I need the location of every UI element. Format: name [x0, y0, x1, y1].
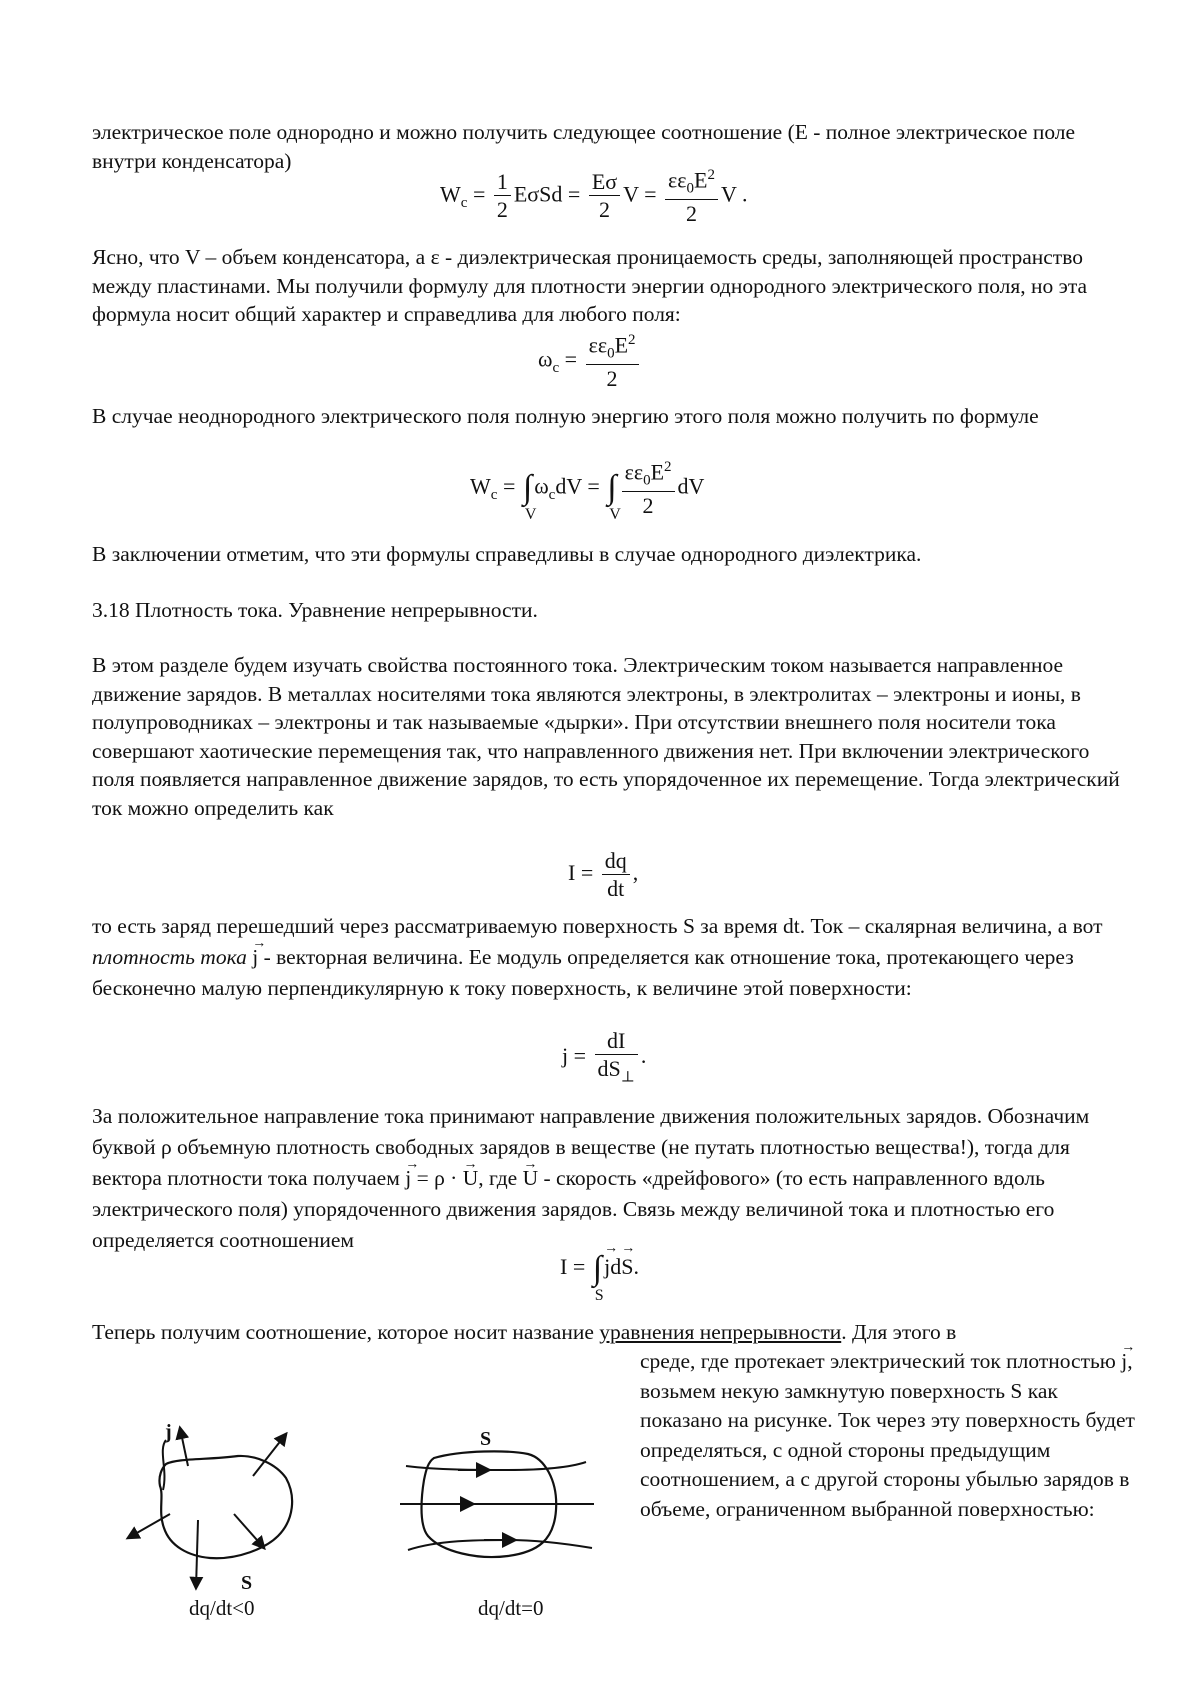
right-caption: dq/dt=0 [478, 1596, 544, 1620]
section-heading: 3.18 Плотность тока. Уравнение непрерывности. [92, 598, 538, 622]
formula-current: I = $\frac{dq}{dt}$ , [568, 848, 639, 901]
formula-energy-density: $\omega_c$ = $\frac{\varepsilon\varepsilon_0E^2}{2}$ [538, 333, 642, 390]
left-caption: dq/dt<0 [189, 1596, 255, 1620]
f1-mid1: EσSd = [513, 181, 581, 207]
paragraph-nonuniform: В случае неоднородного электрического поля полную энергию этого поля можно получить по формуле [92, 404, 1039, 428]
f1-frac3: $\frac{\varepsilon\varepsilon_0E^2}{2}$ [665, 168, 718, 225]
figure-steady-surface [398, 1440, 598, 1590]
integral-sign: ∫ V [522, 469, 537, 524]
f5-frac: $\frac{dI}{dS_\perp}$ [595, 1030, 638, 1085]
f1-frac1: $\frac{1}{2}$ [494, 171, 511, 221]
term-continuity: уравнения непрерывности [599, 1320, 842, 1344]
integral-sign: ∫ S [592, 1250, 604, 1304]
j-vector: → j [1121, 1347, 1127, 1377]
f1-end: V . [720, 181, 748, 207]
right-label-s: S [480, 1428, 492, 1450]
j-vector: → j [405, 1163, 411, 1194]
j-vector: → j [252, 942, 258, 973]
integral-sign: ∫ V [607, 469, 621, 524]
f1-sub: c [460, 194, 468, 211]
formula-current-integral: I = ∫ S → jd→ S. [560, 1252, 639, 1286]
figure-divergent-surface [118, 1420, 318, 1620]
f1-eq: = [472, 181, 486, 207]
f4-frac: $\frac{dq}{dt}$ [602, 850, 630, 900]
paragraph-continuity: Теперь получим соотношение, которое носит название уравнения непрерывности. Для этого в [92, 1320, 957, 1344]
formula-density: j = $\frac{dI}{dS_\perp}$ . [562, 1028, 647, 1086]
paragraph-drift: За положительное направление тока принимают направление движения положительных зарядов. Обозначим буквой ρ объемную плотность свободных зарядов в веществе (не путать плотностью вещества!), тогда для вектора плотности тока получаем → j = ρ · → U, где → U - скорость «дрейфового» (то есть направленного вдоль электрического поля) упорядоченного движения зарядов. Связь между величиной тока и плотностью его определяется соотношением [92, 1101, 1132, 1256]
f3-frac: $\frac{\varepsilon\varepsilon_0E^2}{2}$ [622, 460, 675, 517]
closed-surface-outline [159, 1456, 292, 1558]
left-label-s: S [241, 1572, 253, 1594]
formula-energy-capacitor [440, 168, 747, 225]
paragraph-volume: Ясно, что V – объем конденсатора, а ε - диэлектрическая проницаемость среды, заполняющей пространство между пластинами. Мы получили формулу для плотности энергии однородного электрического поля, но эта формула носит общий характер и справедлива для любого поля: [92, 245, 1088, 326]
f1-lhs: W [440, 181, 461, 207]
paragraph-conclusion: В заключении отметим, что эти формулы справедливы в случае однородного диэлектрика. [92, 542, 922, 566]
paragraph-intro: электрическое поле однородно и можно получить следующее соотношение (E - полное электрическое поле внутри конденсатора) [92, 120, 1076, 173]
left-label-j: j [165, 1421, 172, 1443]
term-current-density: плотность тока [92, 945, 247, 969]
f1-mid2: V = [623, 181, 657, 207]
paragraph-surface: среде, где протекает электрический ток плотностью → j, возьмем некую замкнутую поверхность S как показано на рисунке. Ток через эту поверхность будет определяться, с одной стороны предыдущим соотношением, а с другой стороны убылью зарядов в объеме, ограниченном выбранной поверхностью: [640, 1347, 1140, 1524]
formula-total-energy: $W_c$ = ∫ V $\omega_cdV$ = ∫ V $\frac{\varepsilon\varepsilon_0E^2}{2}$ dV [470, 459, 705, 524]
f1-frac2: $\frac{E\sigma}{2}$ [589, 171, 620, 221]
u-vector: → U [463, 1163, 479, 1194]
f2-frac: $\frac{\varepsilon\varepsilon_0E^2}{2}$ [586, 333, 639, 390]
u-vector: → U [523, 1163, 539, 1194]
paragraph-current-density: то есть заряд перешедший через рассматриваемую поверхность S за время dt. Ток – скалярная величина, а вот плотность тока → j - векторная величина. Ее модуль определяется как отношение тока, протекающего через бесконечно малую перпендикулярную к току поверхность, к величине этой поверхности: [92, 911, 1132, 1004]
paragraph-current: В этом разделе будем изучать свойства постоянного тока. Электрическим током называется направленное движение зарядов. В металлах носителями тока являются электроны, в электролитах – электроны и ионы, в полупроводниках – электроны и так называемые «дырки». При отсутствии внешнего поля носители тока совершают хаотические перемещения так, что направленного движения нет. При включении электрического поля появляется направленное движение зарядов, то есть упорядоченное их перемещение. Тогда электрический ток можно определить как [92, 653, 1120, 820]
